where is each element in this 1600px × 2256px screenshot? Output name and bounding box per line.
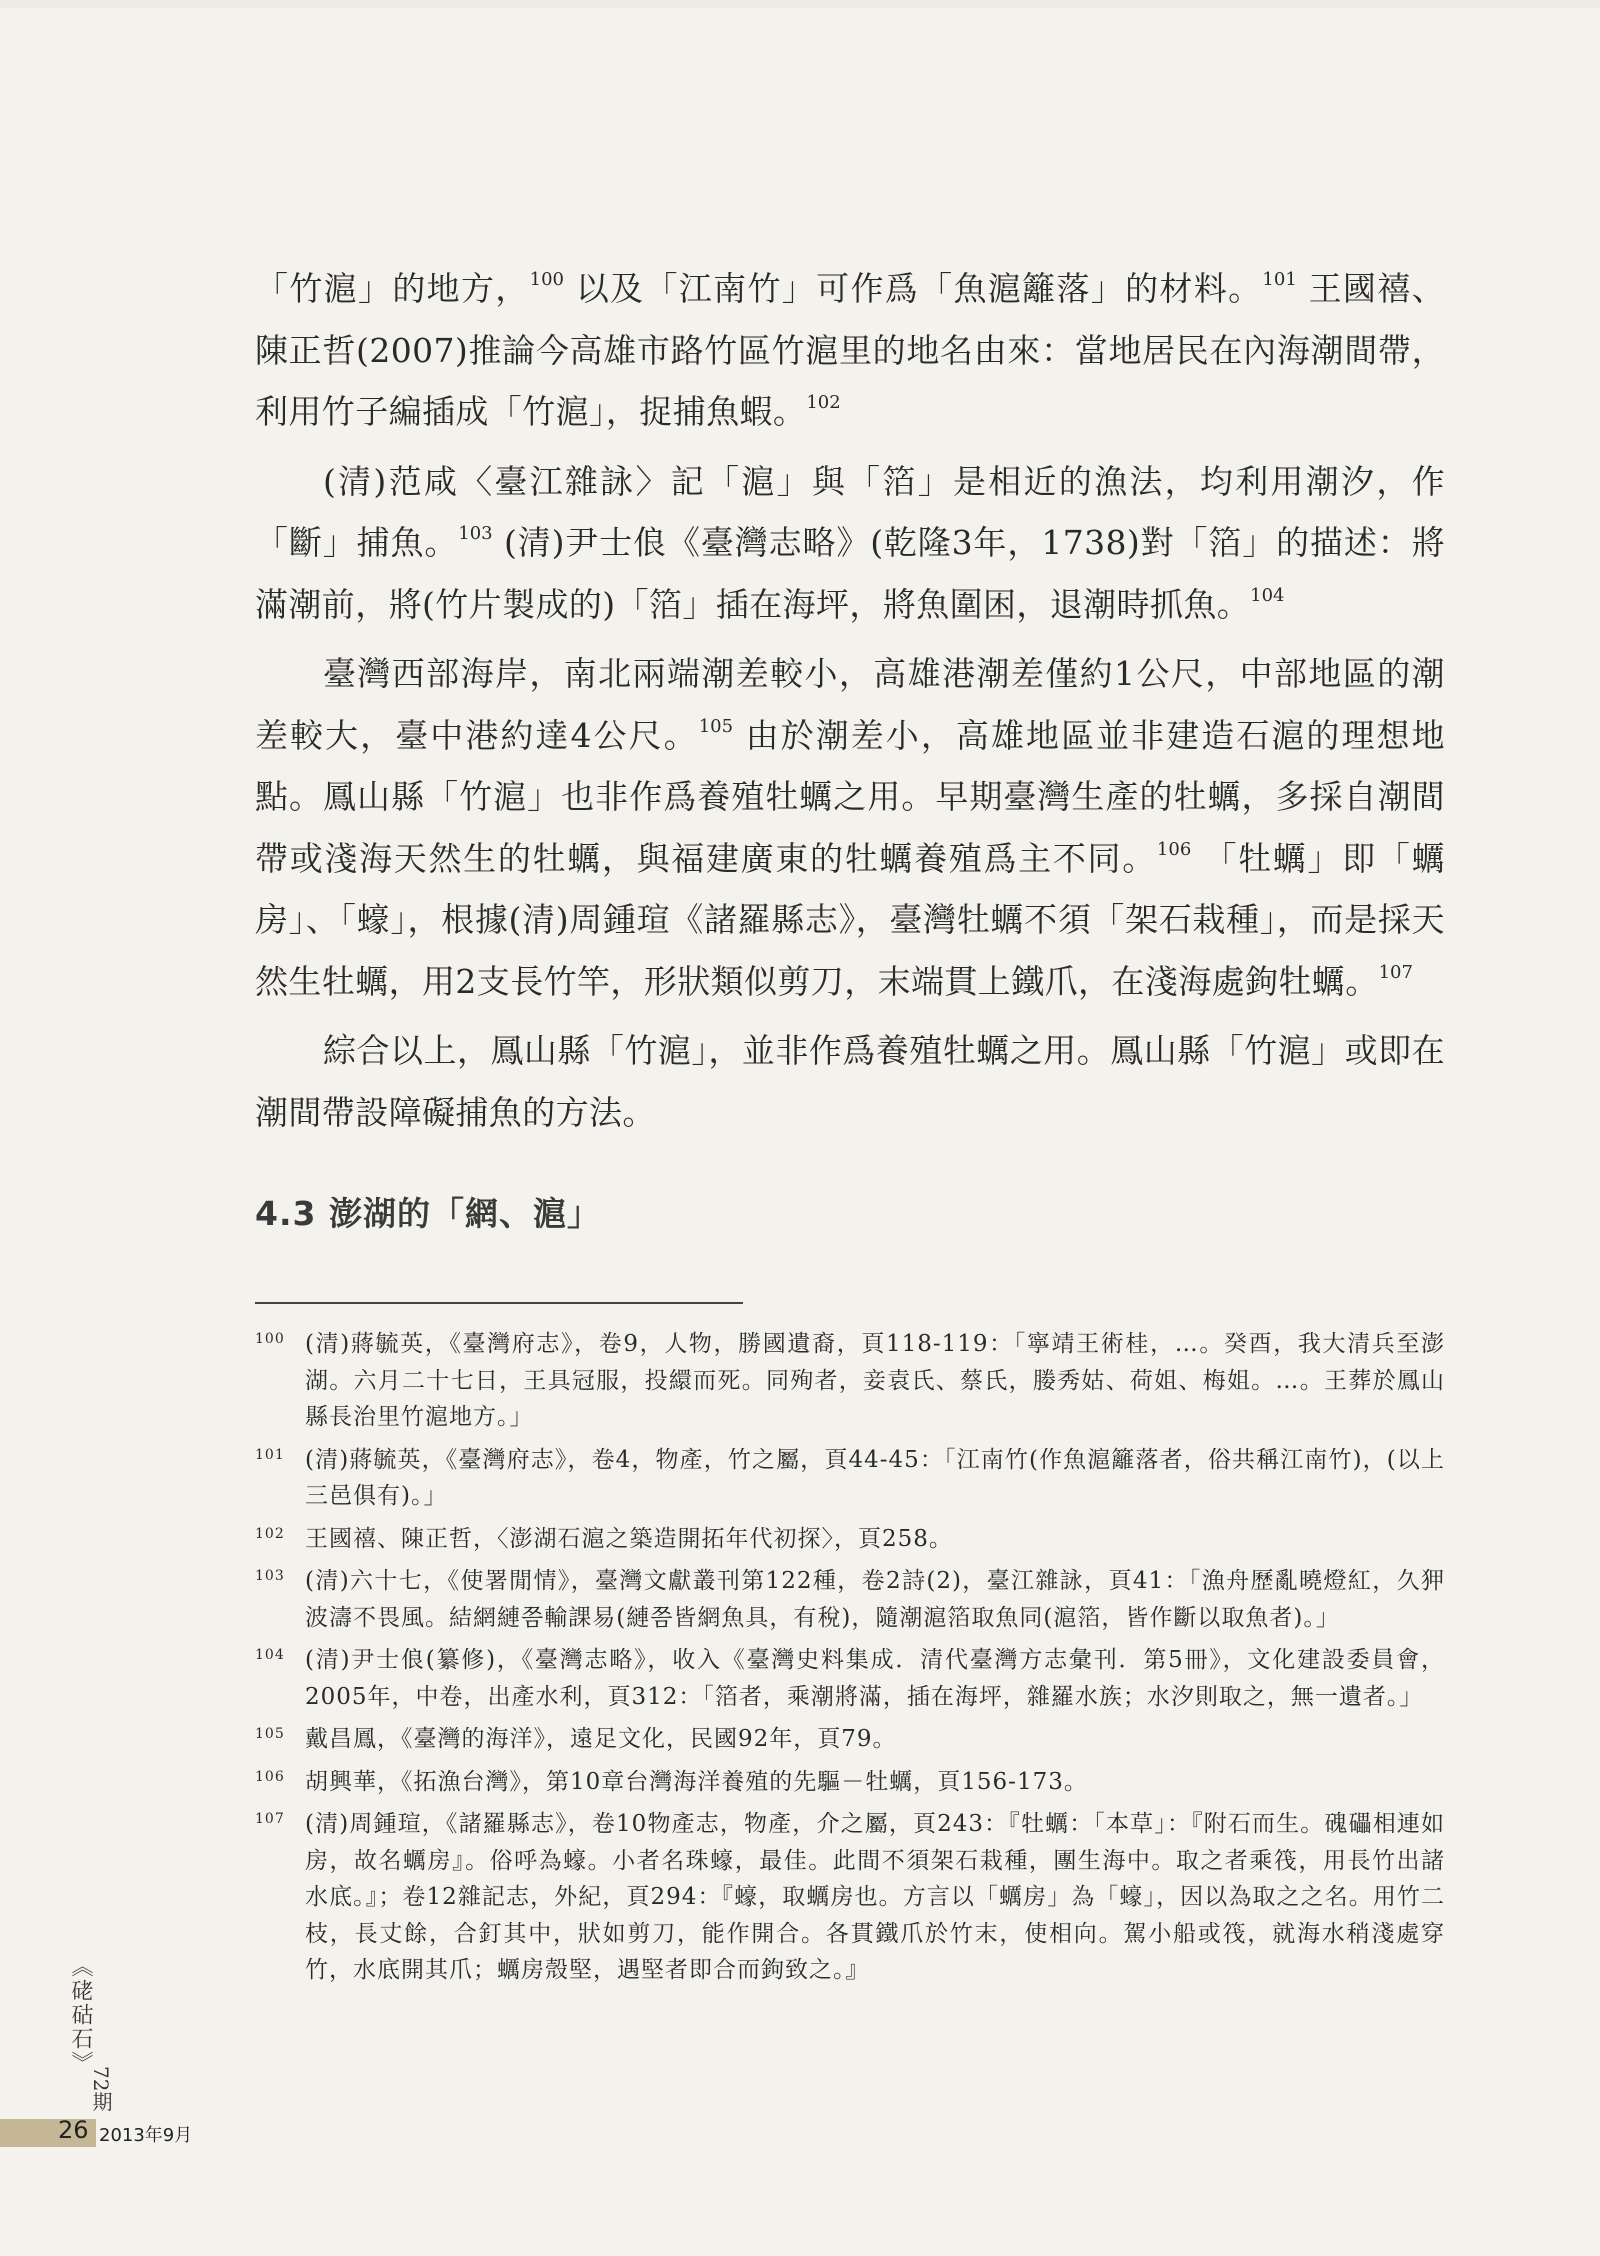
page-top-edge xyxy=(0,0,1600,8)
footnote-ref: 104 xyxy=(1250,584,1285,606)
issue-date: 2013年9月 xyxy=(99,2125,193,2146)
body-paragraph xyxy=(255,258,1445,443)
body-text xyxy=(255,258,1445,1151)
footnote-separator xyxy=(255,1302,743,1304)
footnote xyxy=(255,1521,1445,1558)
footnote-number: 107 xyxy=(255,1811,285,1827)
footnote-text: (清)蔣毓英，《臺灣府志》，卷4，物產，竹之屬，頁44-45：「江南竹(作魚滬籬落者，俗共稱江南竹)，(以上三邑俱有)。」 xyxy=(305,1446,1445,1509)
footnote xyxy=(255,1806,1445,1989)
body-paragraph xyxy=(255,1020,1445,1143)
text-run: (清)尹士俍《臺灣志略》(乾隆3年，1738)對「箔」的描述：將滿潮前，將(竹片製成的)「箔」插在海坪，將魚圍困，退潮時抓魚。 xyxy=(255,523,1446,624)
section-heading: 4.3 澎湖的「網、滬」 xyxy=(255,1194,601,1233)
text-run: 以及「江南竹」可作爲「魚滬籬落」的材料。 xyxy=(564,269,1263,308)
footnote-text: 胡興華，《拓漁台灣》，第10章台灣海洋養殖的先驅－牡蠣，頁156-173。 xyxy=(305,1768,1088,1795)
footnote-ref: 102 xyxy=(806,392,841,413)
footnotes xyxy=(255,1326,1445,1995)
footnote-text: (清)尹士俍(纂修)，《臺灣志略》，收入《臺灣史料集成．清代臺灣方志彙刊．第5冊》，文化建設委員會，2005年，中卷，出產水利，頁312：「箔者，乘潮將滿，插在海坪，雜羅水族；水汐則取之，無一遺者。」 xyxy=(305,1647,1445,1710)
text-run: 綜合以上，鳳山縣「竹滬」，並非作爲養殖牡蠣之用。鳳山縣「竹滬」或即在潮間帶設障礙捕魚的方法。 xyxy=(255,1031,1445,1132)
body-paragraph xyxy=(255,643,1445,1012)
footnote-text: (清)周鍾瑄，《諸羅縣志》，卷10物產志，物產，介之屬，頁243：『牡蠣：「本草」：『附石而生。磈礧相連如房，故名蠣房』。俗呼為蠔。小者名珠蠔，最佳。此間不須架石栽種，團生海中。取之者乘筏，用長竹出諸水底。』；卷12雜記志，外紀，頁294：『蠔，取蠣房也。方言以「蠣房」為「蠔」，因以為取之之名。用竹二枝，長丈餘，合釘其中，狀如剪刀，能作開合。各貫鐵爪於竹末，使相向。駕小船或筏，就海水稍淺處穿竹，水底開其爪；蠣房殼堅，遇堅者即合而鉤致之。』 xyxy=(305,1811,1445,1983)
footnote-number: 106 xyxy=(255,1768,285,1785)
footnote-number: 100 xyxy=(255,1331,285,1347)
body-paragraph xyxy=(255,451,1445,636)
footnote xyxy=(255,1764,1445,1801)
footnote-ref: 103 xyxy=(458,523,493,544)
text-run: 臺灣西部海岸，南北兩端潮差較小，高雄港潮差僅約1公尺，中部地區的潮差較大，臺中港約達4公尺。 xyxy=(255,654,1445,755)
footnote xyxy=(255,1442,1445,1515)
footnote-ref: 106 xyxy=(1156,838,1192,860)
text-run: 「牡蠣」即「蠣房」、「蠔」，根據(清)周鍾瑄《諸羅縣志》，臺灣牡蠣不須「架石栽種」，而是採天然生牡蠣，用2支長竹竿，形狀類似剪刀，末端貫上鐵爪，在淺海處鉤牡蠣。 xyxy=(255,838,1445,1001)
issue-number: 72期 xyxy=(89,2066,113,2112)
page-number: 26 xyxy=(58,2116,89,2144)
footnote xyxy=(255,1563,1445,1636)
text-run: 由於潮差小，高雄地區並非建造石滬的理想地點。鳳山縣「竹滬」也非作爲養殖牡蠣之用。早期臺灣生產的牡蠣，多採自潮間帶或淺海天然生的牡蠣，與福建廣東的牡蠣養殖爲主不同。 xyxy=(255,715,1445,878)
footnote-number: 102 xyxy=(255,1525,285,1542)
footnote xyxy=(255,1721,1445,1758)
footnote-ref: 100 xyxy=(529,269,564,290)
footnote xyxy=(255,1642,1445,1715)
footnote-ref: 105 xyxy=(698,715,734,737)
footnote-number: 105 xyxy=(255,1726,285,1742)
text-run: (清)范咸〈臺江雜詠〉記「滬」與「箔」是相近的漁法，均利用潮汐，作「斷」捕魚。 xyxy=(255,461,1445,562)
footnote-text: (清)蔣毓英，《臺灣府志》，卷9，人物，勝國遺裔，頁118-119：「寧靖王術桂，…。癸酉，我大清兵至澎湖。六月二十七日，王具冠服，投繯而死。同殉者，妾袁氏、蔡氏，媵秀姑、荷姐、梅姐。…。王葬於鳳山縣長治里竹滬地方。」 xyxy=(305,1331,1445,1430)
footnote-text: (清)六十七，《使署閒情》，臺灣文獻叢刊第122種，卷2詩(2)，臺江雜詠，頁41：「漁舟歷亂曉燈紅，久狎波濤不畏風。結網縺쯤輸課易(縺쯤皆網魚具，有稅)，隨潮滬箔取魚同(滬箔，皆作斷以取魚者)。」 xyxy=(305,1568,1445,1631)
footnote-ref: 101 xyxy=(1262,269,1297,290)
text-run: 王國禧、陳正哲(2007)推論今高雄市路竹區竹滬里的地名由來：當地居民在內海潮間帶，利用竹子編插成「竹滬」，捉捕魚蝦。 xyxy=(255,269,1445,431)
journal-title: 《硓𥑮石》 xyxy=(68,1955,93,2075)
footnote-number: 103 xyxy=(255,1568,285,1584)
footnote-text: 戴昌鳳，《臺灣的海洋》，遠足文化，民國92年，頁79。 xyxy=(305,1726,897,1752)
footnote-number: 104 xyxy=(255,1647,285,1663)
footnote-text: 王國禧、陳正哲，〈澎湖石滬之築造開拓年代初探〉，頁258。 xyxy=(305,1525,953,1552)
footnote xyxy=(255,1326,1445,1436)
text-run: 「竹滬」的地方， xyxy=(255,269,530,308)
footnote-number: 101 xyxy=(255,1446,285,1463)
footnote-ref: 107 xyxy=(1378,961,1413,983)
